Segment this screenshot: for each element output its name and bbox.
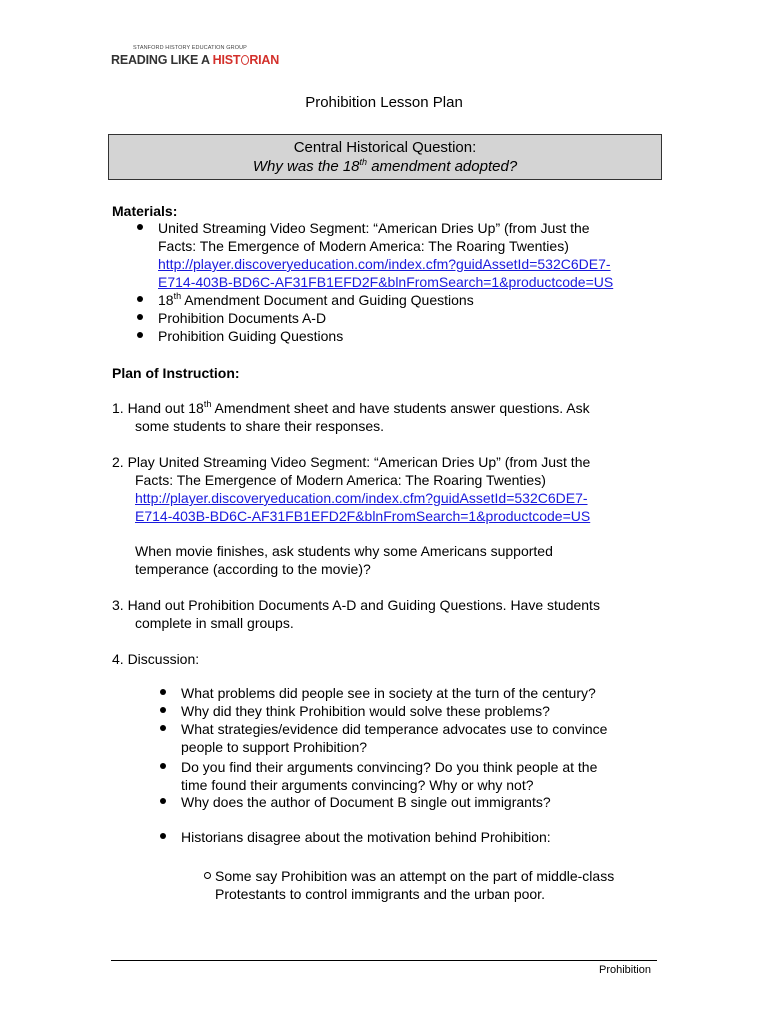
material-amendment: 18th Amendment Document and Guiding Questions (158, 291, 474, 308)
step-3: 3. Hand out Prohibition Documents A-D and Guiding Questions. Have students (112, 597, 600, 613)
logo-text-red: HIST (212, 53, 241, 67)
discussion-question: Do you find their arguments convincing? Do you think people at the (181, 759, 598, 775)
material-video-cont: Facts: The Emergence of Modern America: The Roaring Twenties) (158, 238, 569, 254)
bullet-icon (160, 833, 166, 839)
bullet-icon (137, 314, 143, 320)
discussion-question: Historians disagree about the motivation behind Prohibition: (181, 829, 551, 845)
step-2-note-cont: temperance (according to the movie)? (135, 561, 371, 577)
bullet-icon (160, 689, 166, 695)
step-2-link[interactable]: http://player.discoveryeducation.com/index.cfm?guidAssetId=532C6DE7- (135, 490, 588, 506)
logo (111, 53, 279, 67)
central-question-box (108, 134, 662, 180)
discussion-question: What problems did people see in society at the turn of the century? (181, 685, 596, 701)
logo-organization: STANFORD HISTORY EDUCATION GROUP (133, 45, 247, 51)
circle-bullet-icon (204, 872, 211, 879)
bullet-icon (137, 332, 143, 338)
bullet-icon (160, 763, 166, 769)
historian-view-cont: Protestants to control immigrants and the urban poor. (215, 886, 545, 902)
page-title: Prohibition Lesson Plan (305, 94, 463, 111)
central-question-label: Central Historical Question: (293, 139, 477, 156)
bullet-icon (137, 224, 143, 230)
material-video: United Streaming Video Segment: “American Dries Up” (from Just the (158, 220, 590, 236)
bullet-icon (160, 707, 166, 713)
central-question-text: Why was the 18th amendment adopted? (252, 157, 518, 175)
discussion-question-cont: time found their arguments convincing? Why or why not? (181, 777, 534, 793)
magnifier-icon (241, 55, 249, 65)
discussion-question: Why did they think Prohibition would solve these problems? (181, 703, 550, 719)
step-2-link-cont[interactable]: E714-403B-BD6C-AF31FB1EFD2F&blnFromSearch=1&productcode=US (135, 508, 591, 524)
step-1-cont: some students to share their responses. (135, 418, 385, 434)
plan-heading: Plan of Instruction: (112, 365, 240, 381)
footer-divider (111, 960, 657, 961)
material-guiding-questions: Prohibition Guiding Questions (158, 328, 344, 344)
logo-text-red-end: RIAN (249, 53, 280, 67)
logo-text: READING LIKE A (111, 53, 213, 67)
materials-heading: Materials: (112, 203, 178, 219)
footer-label: Prohibition (599, 964, 651, 976)
step-2-note: When movie finishes, ask students why some Americans supported (135, 543, 553, 559)
bullet-icon (160, 725, 166, 731)
material-video-link[interactable]: http://player.discoveryeducation.com/index.cfm?guidAssetId=532C6DE7- (158, 256, 611, 272)
material-documents: Prohibition Documents A-D (158, 310, 327, 326)
historian-view: Some say Prohibition was an attempt on the part of middle-class (215, 868, 615, 884)
step-2-cont: Facts: The Emergence of Modern America: The Roaring Twenties) (135, 472, 546, 488)
discussion-question-cont: people to support Prohibition? (181, 739, 368, 755)
step-4: 4. Discussion: (112, 651, 200, 667)
material-video-link-cont[interactable]: E714-403B-BD6C-AF31FB1EFD2F&blnFromSearch=1&productcode=US (158, 274, 614, 290)
step-3-cont: complete in small groups. (135, 615, 294, 631)
bullet-icon (137, 296, 143, 302)
step-1: 1. Hand out 18th Amendment sheet and have students answer questions. Ask (112, 399, 590, 416)
step-2: 2. Play United Streaming Video Segment: “American Dries Up” (from Just the (112, 454, 591, 470)
bullet-icon (160, 798, 166, 804)
discussion-question: What strategies/evidence did temperance advocates use to convince (181, 721, 608, 737)
discussion-question: Why does the author of Document B single out immigrants? (181, 794, 551, 810)
